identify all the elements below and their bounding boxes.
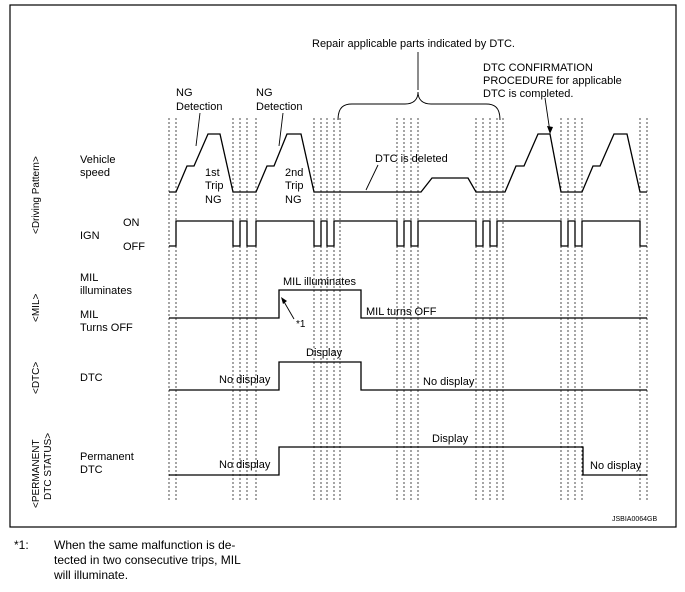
mil-illuminates-note: MIL illuminates — [283, 276, 356, 288]
dtc-deleted-pointer — [366, 165, 378, 190]
footnote-line-3: will illuminate. — [54, 568, 129, 582]
row-mil-illuminates-line-1: MIL — [80, 272, 98, 284]
trip1-line-3: NG — [205, 194, 222, 206]
row-mil-illuminates-line-2: illuminates — [80, 285, 132, 297]
ng-detection-2-pointer — [279, 113, 283, 146]
section-permanent-line-1-text: <PERMANENT — [31, 439, 42, 508]
footnote-text — [54, 538, 284, 583]
row-vehicle-speed-line-1: Vehicle — [80, 154, 116, 166]
trip2-line-1: 2nd — [285, 167, 304, 179]
dtc-no-display-2: No display — [423, 376, 475, 388]
trip2-annotation — [285, 167, 307, 206]
section-mil: <MIL> — [31, 293, 42, 322]
dtc-confirm-line-2: PROCEDURE for applicable — [483, 75, 622, 87]
section-permanent-line-2-text: DTC STATUS> — [43, 432, 54, 500]
ng-detection-1-pointer — [196, 113, 200, 146]
dtc-confirm-note — [483, 62, 625, 100]
row-permanent-dtc — [80, 451, 137, 476]
footnote-marker-ref: *1 — [296, 319, 306, 330]
trip1-line-2: Trip — [205, 180, 224, 192]
footnote-line-1: When the same malfunction is de- — [54, 538, 236, 552]
row-ign-off: OFF — [123, 241, 145, 253]
section-dtc: <DTC> — [31, 361, 42, 394]
row-dtc: DTC — [80, 372, 103, 384]
trip1-annotation — [205, 167, 227, 206]
row-ign: IGN — [80, 230, 100, 242]
ng-detection-2 — [256, 87, 302, 113]
row-mil-turns-off-line-1: MIL — [80, 309, 98, 321]
trip1-line-1: 1st — [205, 167, 220, 179]
ng-detection-1-line-2: Detection — [176, 101, 223, 113]
ng-detection-1 — [176, 87, 222, 113]
ng-detection-1-line-1: NG — [176, 87, 193, 99]
dtc-confirm-arrowhead — [547, 126, 553, 134]
row-mil-illuminates — [80, 272, 132, 297]
ign-trace — [169, 221, 647, 246]
dtc-display-label: Display — [306, 347, 343, 359]
footnote-marker: *1: — [14, 538, 29, 552]
row-vehicle-speed — [80, 154, 119, 179]
ng-detection-2-line-2: Detection — [256, 101, 303, 113]
footnote-line-2: tected in two consecutive trips, MIL — [54, 553, 241, 567]
ng-detection-2-line-1: NG — [256, 87, 273, 99]
mil-turns-off-note: MIL turns OFF — [366, 306, 437, 318]
repair-note: Repair applicable parts indicated by DTC. — [312, 38, 515, 50]
trip2-line-2: Trip — [285, 180, 304, 192]
row-mil-turns-off-line-2: Turns OFF — [80, 322, 133, 334]
repair-brace — [338, 92, 500, 120]
dtc-no-display-1: No display — [219, 374, 271, 386]
perm-display-label: Display — [432, 433, 469, 445]
row-permanent-dtc-line-1: Permanent — [80, 451, 134, 463]
perm-no-display-1: No display — [219, 459, 271, 471]
dtc-deleted-note: DTC is deleted — [375, 153, 448, 165]
section-driving-pattern: <Driving Pattern> — [31, 156, 42, 234]
figure-code: JSBIA0064GB — [612, 516, 658, 523]
row-ign-on: ON — [123, 217, 140, 229]
row-mil-turns-off — [80, 309, 133, 334]
footnote-marker-pointer — [283, 300, 294, 319]
perm-no-display-2: No display — [590, 460, 642, 472]
row-permanent-dtc-line-2: DTC — [80, 464, 103, 476]
trip2-line-3: NG — [285, 194, 302, 206]
row-vehicle-speed-line-2: speed — [80, 167, 110, 179]
footnote-marker-arrowhead — [281, 297, 287, 304]
dtc-confirm-line-1: DTC CONFIRMATION — [483, 62, 593, 74]
dtc-confirm-line-3: DTC is completed. — [483, 88, 574, 100]
